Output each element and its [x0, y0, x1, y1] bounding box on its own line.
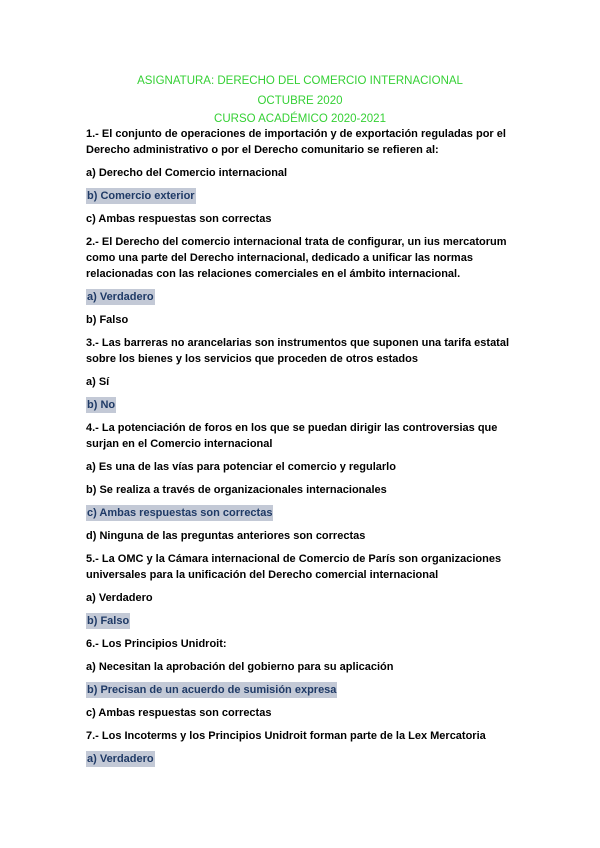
answer-option-correct — [86, 613, 526, 629]
answer-option-label: b) Precisan de un acuerdo de sumisión expresa — [87, 684, 337, 696]
answer-option-correct — [86, 397, 526, 413]
answer-option — [86, 528, 526, 544]
answer-option — [86, 165, 526, 181]
answer-option-correct — [86, 505, 526, 521]
answer-option-correct — [86, 751, 526, 767]
answer-option-label: a) Es una de las vías para potenciar el comercio y regularlo — [86, 461, 396, 473]
answer-option-label: b) No — [87, 399, 116, 411]
answer-option-correct — [86, 682, 526, 698]
answer-option-label: a) Derecho del Comercio internacional — [86, 167, 288, 179]
question-text: 3.- Las barreras no arancelarias son instrumentos que suponen una tarifa estatal sobre los bienes y los servicios que proceden de otros estados — [86, 337, 510, 365]
answer-option-label: d) Ninguna de las preguntas anteriores son correctas — [86, 530, 366, 542]
answer-option-label: a) Verdadero — [87, 753, 154, 765]
question-text: 2.- El Derecho del comercio internacional trata de configurar, un ius mercatorum como una parte del Derecho internacional, dedicado a unificar las normas relacionadas con las relaciones comerciales en el ámbito internacional. — [86, 236, 507, 280]
answer-option — [86, 705, 526, 721]
answer-option-label: a) Verdadero — [87, 291, 154, 303]
answer-option — [86, 482, 526, 498]
answer-option — [86, 459, 526, 475]
question-text: 6.- Los Principios Unidroit: — [86, 638, 227, 650]
answer-option-label: a) Necesitan la aprobación del gobierno para su aplicación — [86, 661, 394, 673]
answer-option-label: a) Sí — [86, 376, 110, 388]
question-text: 1.- El conjunto de operaciones de importación y de exportación reguladas por el Derecho administrativo o por el Derecho comunitario se refieren al: — [86, 128, 506, 156]
answer-option — [86, 590, 526, 606]
answer-option-label: c) Ambas respuestas son correctas — [86, 213, 272, 225]
answer-option-label: c) Ambas respuestas son correctas — [86, 707, 272, 719]
answer-option — [86, 211, 526, 227]
academic-year: CURSO ACADÉMICO 2020-2021 — [214, 113, 386, 125]
answer-option — [86, 374, 526, 390]
answer-option-label: b) Falso — [86, 314, 129, 326]
answer-option-label: b) Se realiza a través de organizacionales internacionales — [86, 484, 387, 496]
answer-option — [86, 312, 526, 328]
answer-option-label: a) Verdadero — [86, 592, 153, 604]
course-subject-title: ASIGNATURA: DERECHO DEL COMERCIO INTERNACIONAL — [137, 75, 463, 87]
question-text: 4.- La potenciación de foros en los que se puedan dirigir las controversias que surjan en el Comercio internacional — [86, 422, 498, 450]
answer-option-label: b) Comercio exterior — [87, 190, 195, 202]
answer-option-label: b) Falso — [87, 615, 130, 627]
questions-list — [86, 126, 526, 774]
question-text: 7.- Los Incoterms y los Principios Unidroit forman parte de la Lex Mercatoria — [86, 730, 486, 742]
answer-option — [86, 659, 526, 675]
answer-option-correct — [86, 289, 526, 305]
answer-option-correct — [86, 188, 526, 204]
question-text: 5.- La OMC y la Cámara internacional de Comercio de París son organizaciones universales para la unificación del Derecho comercial internacional — [86, 553, 502, 581]
exam-date: OCTUBRE 2020 — [257, 95, 343, 107]
answer-option-label: c) Ambas respuestas son correctas — [87, 507, 273, 519]
